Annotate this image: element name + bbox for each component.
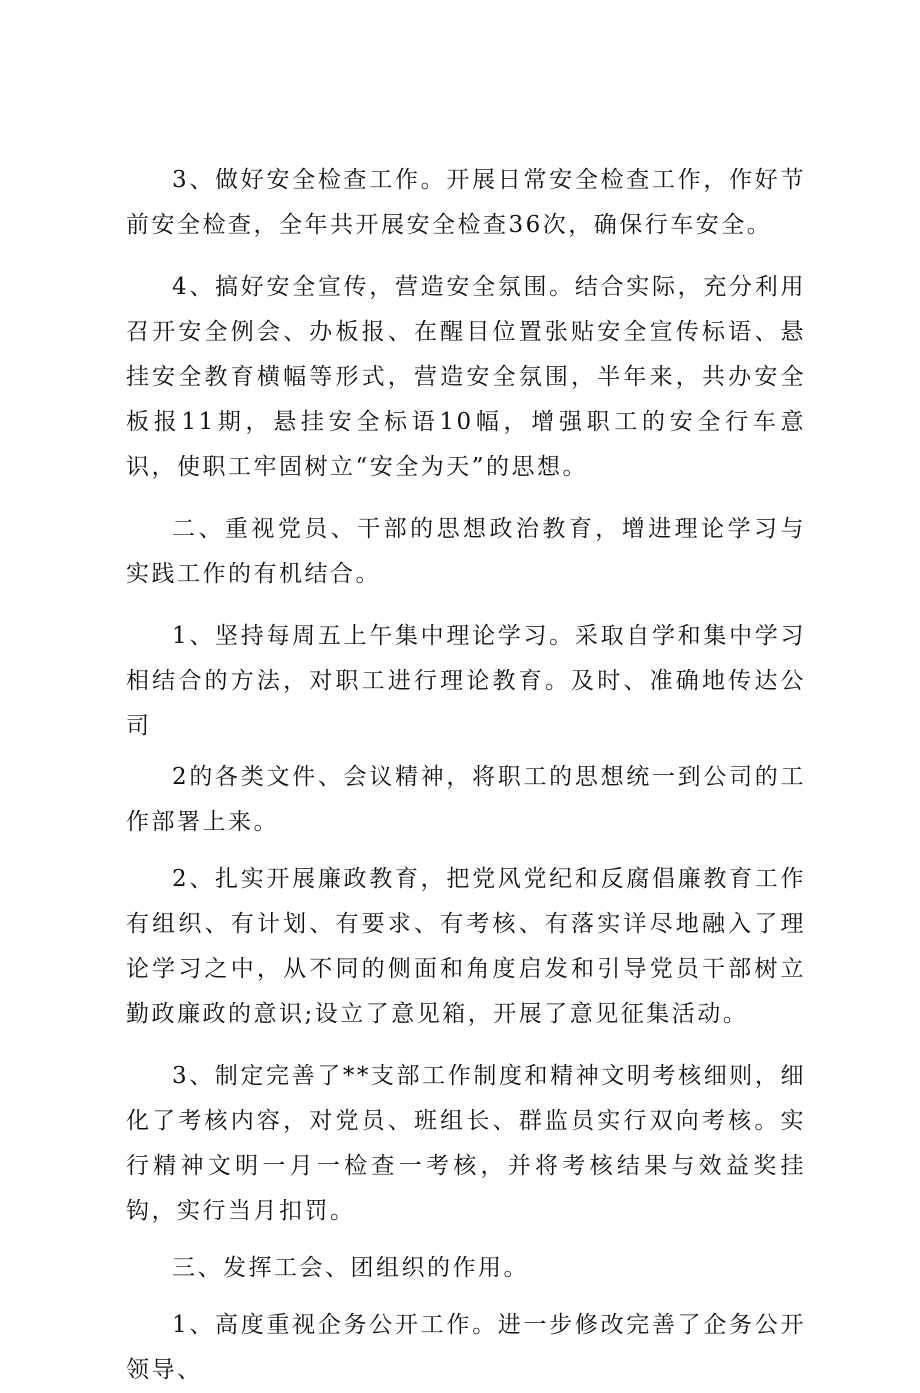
paragraph-system-improvement: 3、制定完善了**支部工作制度和精神文明考核细则，细化了考核内容，对党员、班组长、群监员实行双向考核。实行精神文明一月一检查一考核，并将考核结果与效益奖挂钩，实行当月扣罚。 [126,1063,806,1224]
document-body [126,158,806,1393]
paragraph-affairs-disclosure: 1、高度重视企务公开工作。进一步修改完善了企务公开领导、 [126,1312,806,1383]
paragraph-section-three-heading: 三、发挥工会、团组织的作用。 [172,1255,529,1281]
paragraph-integrity-education: 2、扎实开展廉政教育，把党风党纪和反腐倡廉教育工作有组织、有计划、有要求、有考核、有落实详尽地融入了理论学习之中，从不同的侧面和角度启发和引导党员干部树立勤政廉政的意识;设立了意见箱，开展了意见征集活动。 [126,866,806,1027]
paragraph-theory-study-continued: 2的各类文件、会议精神，将职工的思想统一到公司的工作部署上来。 [126,764,806,835]
paragraph-section-two-heading: 二、重视党员、干部的思想政治教育，增进理论学习与实践工作的有机结合。 [126,516,806,587]
paragraph-theory-study: 1、坚持每周五上午集中理论学习。采取自学和集中学习相结合的方法，对职工进行理论教育。及时、准确地传达公司 [126,623,806,739]
paragraph-safety-inspection: 3、做好安全检查工作。开展日常安全检查工作，作好节前安全检查，全年共开展安全检查36次，确保行车安全。 [126,167,806,238]
paragraph-safety-publicity: 4、搞好安全宣传，营造安全氛围。结合实际，充分利用召开安全例会、办板报、在醒目位置张贴安全宣传标语、悬挂安全教育横幅等形式，营造安全氛围，半年来，共办安全板报11期，悬挂安全标语10幅，增强职工的安全行车意识，使职工牢固树立“安全为天”的思想。 [126,274,806,480]
